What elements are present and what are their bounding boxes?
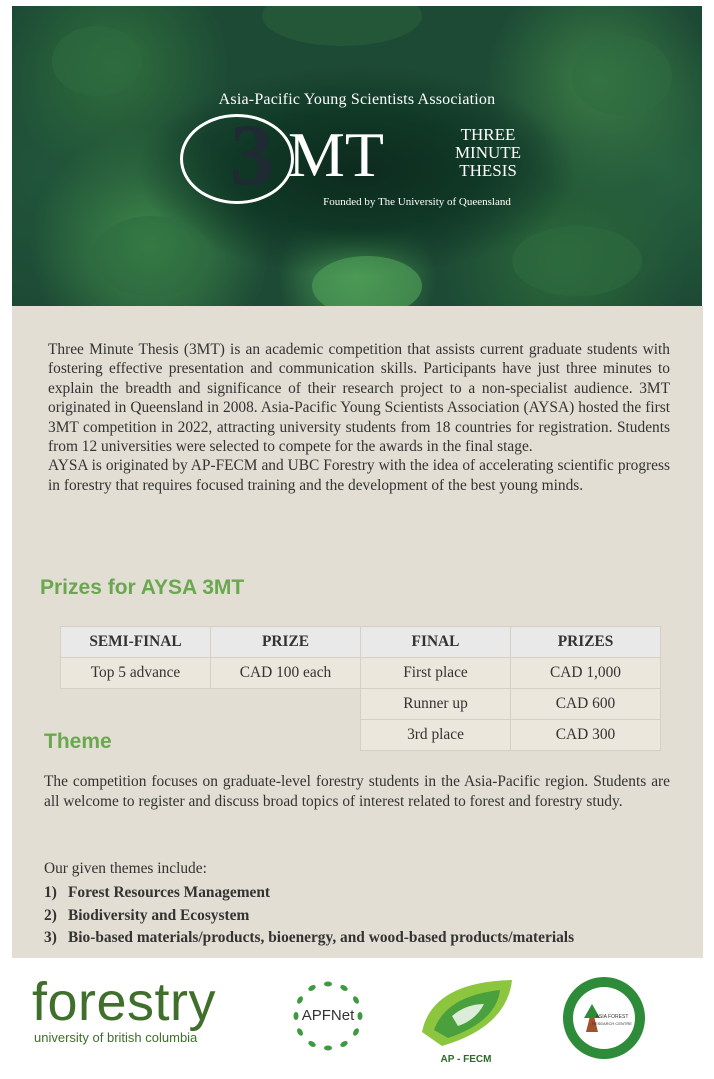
logo-words <box>440 126 536 180</box>
themes-intro: Our given themes include: <box>44 860 207 877</box>
afrc-logo-icon <box>560 974 648 1062</box>
final-prize: CAD 300 <box>511 720 661 751</box>
final-place: First place <box>361 658 511 689</box>
final-place: Runner up <box>361 689 511 720</box>
table-row <box>61 658 661 689</box>
themes-list <box>44 882 574 950</box>
association-name: Asia-Pacific Young Scientists Association <box>218 91 496 108</box>
table-row <box>61 627 661 658</box>
intro-text <box>48 340 670 495</box>
semi-final-prize: CAD 100 each <box>211 658 361 689</box>
founded-by: Founded by The University of Queensland <box>323 196 511 208</box>
header-prize: PRIZE <box>211 627 361 658</box>
tree-canopy <box>52 26 142 96</box>
list-item: 2) Biodiversity and Ecosystem <box>44 906 250 924</box>
header-prizes: PRIZES <box>511 627 661 658</box>
theme-title: Theme <box>44 730 112 753</box>
afrc-label-1: ASIA FOREST <box>595 1014 629 1020</box>
final-place: 3rd place <box>361 720 511 751</box>
intro-paragraph: Three Minute Thesis (3MT) is an academic competition that assists current graduate students with fostering effective presentation and communication skills. Participants have just three minutes to explain the breadth and significance of their research project to a non-specialist audience. 3MT originated in Queensland in 2008. Asia-Pacific Young Scientists Association (AYSA) hosted the first 3MT competition in 2022, attracting university students from 18 countries for registration. Students from 12 universities were selected to compete for the awards in the final stage. <box>48 341 670 456</box>
header-final: FINAL <box>361 627 511 658</box>
theme-paragraph: The competition focuses on graduate-level forestry students in the Asia-Pacific region. Students are all welcome to register and discuss broad topics of interest related to forest and forestry study. <box>44 773 670 811</box>
logo-mt: MT <box>288 119 384 190</box>
header-semi-final: SEMI-FINAL <box>61 627 211 658</box>
hero-banner <box>12 6 702 306</box>
apfecm-label: AP - FECM <box>440 1054 492 1065</box>
ubc-subtitle: university of british columbia <box>34 1030 198 1045</box>
partner-logos <box>12 958 703 1079</box>
tree-canopy <box>262 6 422 46</box>
list-item: 3) Bio-based materials/products, bioenergy, and wood-based products/materials <box>44 929 575 947</box>
intro-paragraph: AYSA is originated by AP-FECM and UBC Forestry with the idea of accelerating scientific progress in forestry that requires focused training and the development of the best young minds. <box>48 457 670 494</box>
final-prize: CAD 1,000 <box>511 658 661 689</box>
tree-canopy <box>312 256 422 306</box>
ubc-forestry-logo: forestry <box>32 972 217 1032</box>
afrc-label-2: RESEARCH CENTRE <box>592 1021 632 1026</box>
apfnet-logo-icon <box>280 976 376 1052</box>
theme-description <box>44 772 670 813</box>
logo-word-minute: MINUTE <box>454 143 522 162</box>
logo-word-three: THREE <box>460 125 516 144</box>
tree-canopy <box>92 216 212 296</box>
apfnet-label: APFNet <box>301 1007 355 1024</box>
semi-final-label: Top 5 advance <box>61 658 211 689</box>
logo-three: 3 <box>230 107 270 204</box>
content-panel <box>12 306 703 958</box>
list-item: 1) Forest Resources Management <box>44 884 271 901</box>
apfecm-logo-icon <box>412 972 520 1068</box>
prizes-title: Prizes for AYSA 3MT <box>40 576 245 599</box>
tree-canopy <box>512 226 642 296</box>
logo-word-thesis: THESIS <box>459 161 517 180</box>
final-prize: CAD 600 <box>511 689 661 720</box>
table-row <box>61 720 661 751</box>
prizes-table <box>60 626 661 751</box>
table-row <box>61 689 661 720</box>
